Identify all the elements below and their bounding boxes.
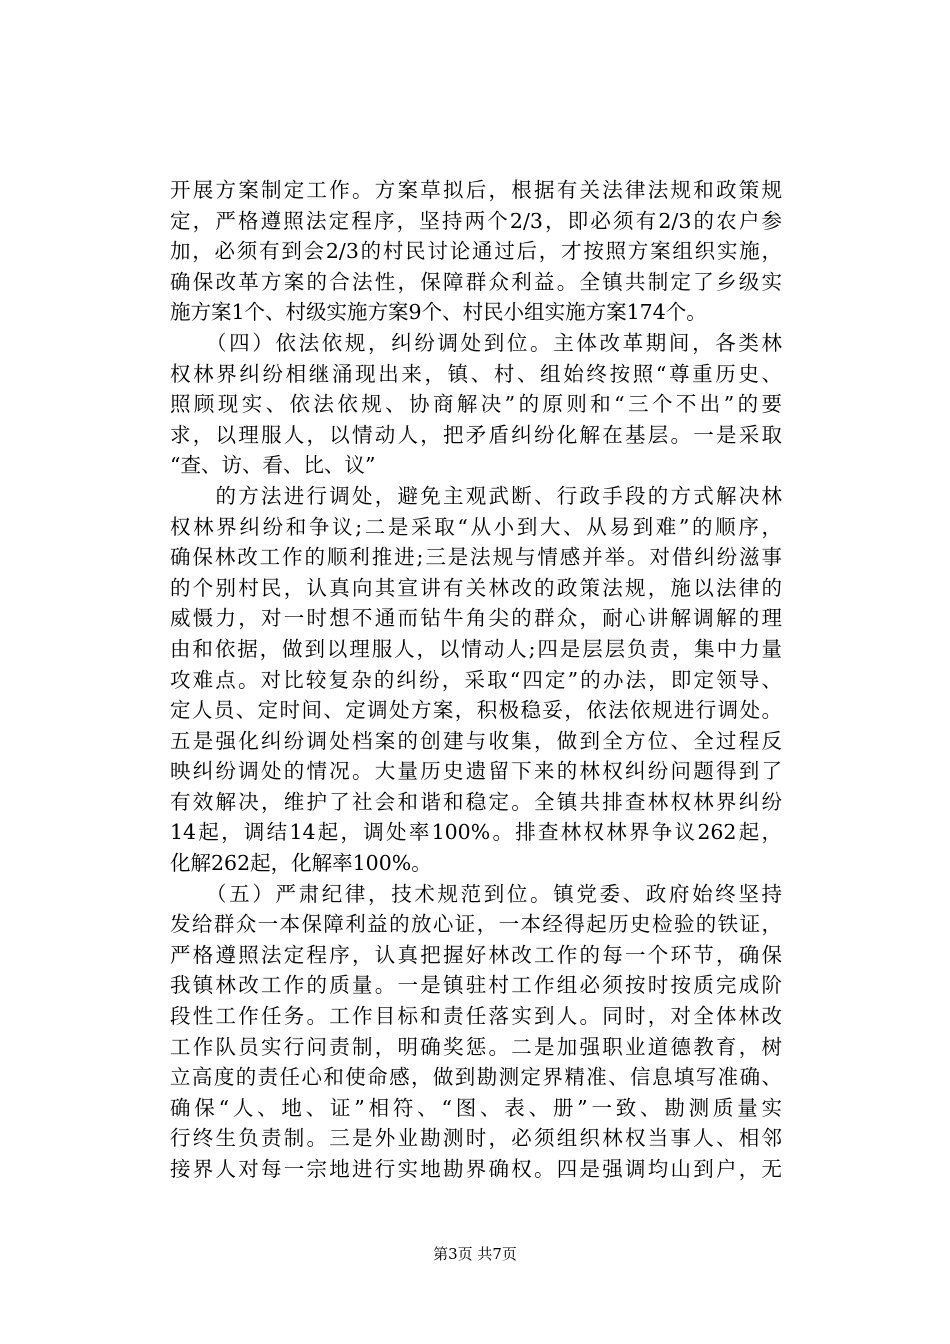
text-line: 化解262起，化解率100%。 xyxy=(170,851,432,876)
text-line: （四）依法依规，纠纷调处到位。主体改革期间，各类林 xyxy=(170,330,782,355)
text-line: 照顾现实、依法依规、协商解决”的原则和“三个不出”的要 xyxy=(170,392,782,417)
text-line: 权林界纠纷和争议;二是采取“从小到大、从易到难”的顺序， xyxy=(170,514,782,539)
text-line: 确保“人、地、证”相符、“图、表、册”一致、勘测质量实 xyxy=(170,1095,782,1120)
text-line: 确保林改工作的顺利推进;三是法规与情感并举。对借纠纷滋事 xyxy=(170,545,782,570)
text-line: 求，以理服人，以情动人，把矛盾纠纷化解在基层。一是采取 xyxy=(170,422,782,447)
text-line: 威慑力，对一时想不通而钻牛角尖的群众，耐心讲解调解的理 xyxy=(170,606,782,631)
text-line: 14起，调结14起，调处率100%。排查林权林界争议262起， xyxy=(170,820,782,845)
text-line: 的个别村民，认真向其宣讲有关林改的政策法规，施以法律的 xyxy=(170,575,782,600)
page-number-footer: 第3页 共7页 xyxy=(433,1245,517,1263)
text-line: 攻难点。对比较复杂的纠纷，采取“四定”的办法，即定领导、 xyxy=(170,667,782,692)
text-line: 映纠纷调处的情况。大量历史遗留下来的林权纠纷问题得到了 xyxy=(170,759,782,784)
text-line: 五是强化纠纷调处档案的创建与收集，做到全方位、全过程反 xyxy=(170,728,782,753)
text-line: 严格遵照法定程序，认真把握好林改工作的每一个环节，确保 xyxy=(170,942,782,967)
text-line: （五）严肃纪律，技术规范到位。镇党委、政府始终坚持 xyxy=(170,881,782,906)
text-line: 有效解决，维护了社会和谐和稳定。全镇共排查林权林界纠纷 xyxy=(170,789,782,814)
text-line: 行终生负责制。三是外业勘测时，必须组织林权当事人、相邻 xyxy=(170,1126,782,1151)
text-line: 由和依据，做到以理服人，以情动人;四是层层负责，集中力量 xyxy=(170,636,782,661)
text-line: 发给群众一本保障利益的放心证，一本经得起历史检验的铁证， xyxy=(170,912,782,937)
text-line: 的方法进行调处，避免主观武断、行政手段的方式解决林 xyxy=(170,483,782,508)
text-line: 定，严格遵照法定程序，坚持两个2/3，即必须有2/3的农户参 xyxy=(170,208,782,233)
text-line: 立高度的责任心和使命感，做到勘测定界精准、信息填写准确、 xyxy=(170,1065,782,1090)
text-line: 工作队员实行问责制，明确奖惩。二是加强职业道德教育，树 xyxy=(170,1034,782,1059)
text-line: 段性工作任务。工作目标和责任落实到人。同时，对全体林改 xyxy=(170,1004,782,1029)
text-line: 确保改革方案的合法性，保障群众利益。全镇共制定了乡级实 xyxy=(170,269,782,294)
text-line: 开展方案制定工作。方案草拟后，根据有关法律法规和政策规 xyxy=(170,178,782,202)
body-text xyxy=(170,175,782,1185)
text-line: 权林界纠纷相继涌现出来，镇、村、组始终按照“尊重历史、 xyxy=(170,361,782,386)
text-line: 施方案1个、村级实施方案9个、村民小组实施方案174个。 xyxy=(170,300,707,325)
text-line: 定人员、定时间、定调处方案，积极稳妥，依法依规进行调处。 xyxy=(170,698,782,723)
text-line: 接界人对每一宗地进行实地勘界确权。四是强调均山到户，无 xyxy=(170,1157,782,1181)
text-line: “查、访、看、比、议” xyxy=(170,453,376,478)
text-line: 加，必须有到会2/3的村民讨论通过后，才按照方案组织实施， xyxy=(170,239,782,264)
text-line: 我镇林改工作的质量。一是镇驻村工作组必须按时按质完成阶 xyxy=(170,973,782,998)
